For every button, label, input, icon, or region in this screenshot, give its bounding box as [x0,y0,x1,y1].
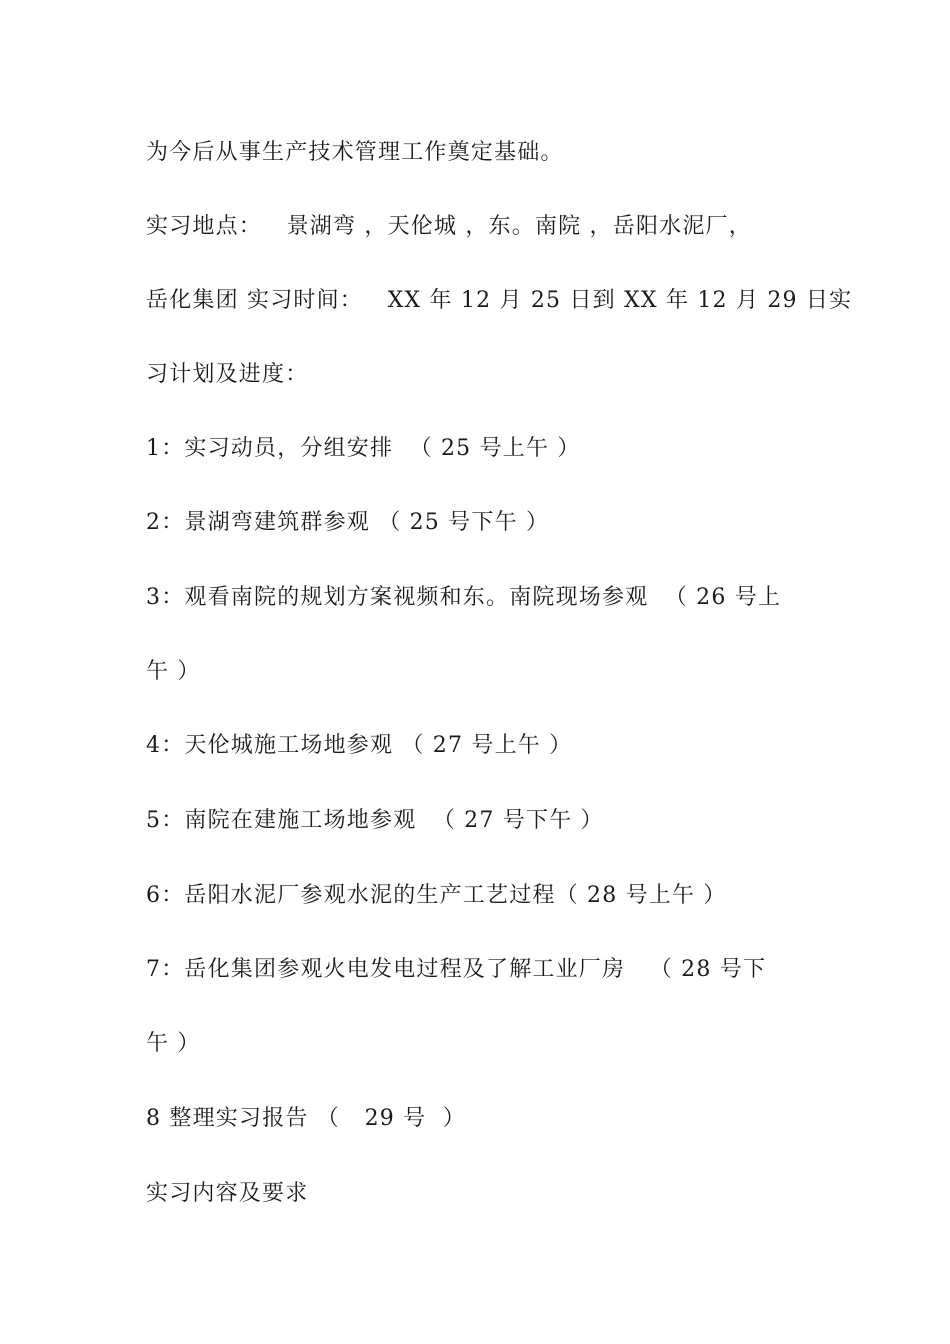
paragraph-intro-continuation: 为今后从事生产技术管理工作奠定基础。 [146,140,564,165]
plan-item-7-continuation: 午 ） [146,1031,201,1056]
section-heading-content: 实习内容及要求 [146,1181,309,1206]
plan-item-4: 4：天伦城施工场地参观 （ 27 号上午 ） [146,733,573,758]
plan-item-1: 1：实习动员，分组安排 （ 25 号上午 ） [146,436,581,461]
internship-time-line: 岳化集团 实习时间： XX 年 12 月 25 日到 XX 年 12 月 29 日实 [146,288,853,313]
internship-locations-line: 实习地点： 景湖弯 ，天伦城 ，东。南院 ，岳阳水泥厂， [146,214,752,239]
plan-item-3-continuation: 午 ） [146,659,201,684]
plan-item-3: 3：观看南院的规划方案视频和东。南院现场参观 （ 26 号上 [146,585,782,610]
plan-item-6: 6：岳阳水泥厂参观水泥的生产工艺过程（ 28 号上午 ） [146,883,727,908]
plan-heading: 习计划及进度： [146,362,309,387]
plan-item-2: 2：景湖弯建筑群参观 （ 25 号下午 ） [146,510,550,535]
plan-item-8: 8 整理实习报告 （ 29 号 ） [146,1106,466,1131]
plan-item-7: 7：岳化集团参观火电发电过程及了解工业厂房 （ 28 号下 [146,957,767,982]
plan-item-5: 5：南院在建施工场地参观 （ 27 号下午 ） [146,808,604,833]
